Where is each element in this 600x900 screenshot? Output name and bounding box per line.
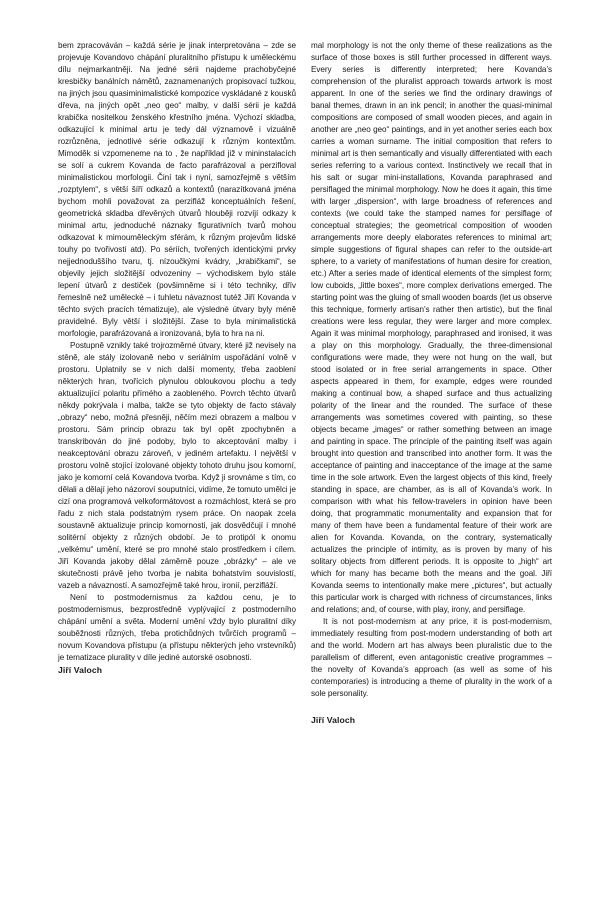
czech-paragraph-1: bem zpracováván – každá série je jinak interpretována – zde se projevuje Kovandovo chápání pluralitního přístupu k uměleckému dílu nejmarkantněji. Na jedné sérii najdeme prachobyčejné kresbičky banálních námětů, zaznamenaných propisovací tužkou, na jiných jsou quasiminimalistické kompozice vyskládané z kousků dřeva, na jiných opět „neo geo“ malby, v další sérii je každá krabička nositelkou ženského křestního jména. Výchozí skladba, odkazující k minimal artu je tedy dál významově i vizuálně rozrůzněna, jednotlivé série odkazují k různým kontextům. Mimoděk si vzpomeneme na to , že například již v mininstalacích se solí a cukrem Kovanda de facto parafrázoval a perzifloval minimalistickou morfologii. Činí tak i nyní, samozřejmě s větším „rozptylem“, s větší šíří odkazů a kontextů (narazítkovaná jména bychom mohli považovat za perzifláž konceptuálních řešení, geometrická skladba dřevěných útvarů hlouběji rozvíjí odkazy k minimal artu, jednoduché náznaky figurativních tvarů mohou odkazovat k mimouměleckým sférám, k různým projevům lidské touhy po tvořivosti atd). Po sériích, tvořených identickými prvky nejjednoduššího tvaru, tj. nízoučkými kvádry, „krabičkami“, se objevily jejich složitější odvozeniny – východiskem bylo stále lepení útvarů z destiček (povšimněme si i této techniky, dřív řemeslně než umělecké – i tuhletu návaznost tutéž Jiří Kovanda v těchto svých pracích tématizuje), ale výsledné útvary byly méně pravidelné. Byly větší i složitější. Zase to byla minimalistická morfologie, parafrázovaná a ironizovaná, byla to hra na ni. — [58, 41, 296, 338]
english-paragraph-2: It is not post-modernism at any price, it is post-modernism, immediately resulting from post-modern understanding of both art and the world. Modern art has always been pluralistic due to the parallelism of different, even antagonistic creative programmes – the novelty of Kovanda’s approach (as well as some of his contemporaries) is introducing a theme of plurality in the work of a sole personality. — [311, 617, 552, 698]
czech-paragraph-2: Postupně vznikly také trojrozměrné útvary, které již nevisely na stěně, ale stály izolovaně nebo v seriálním uspořádání volně v prostoru. Uplatnily se v nich další momenty, třeba zaoblení některých hran, tvořících plynulou obloukovou plochu a tedy aktualizující polaritu přímého a zaobleného. Povrch těchto útvarů někdy pokrývala i malba, takže se tyto objekty de facto stávaly „obrazy“ nebo, možná přesněji, něčím mezi obrazem a malbou v prostoru. Sám princip obrazu tak byl opět zpochybněn a transkribován do jiné podoby, bylo to akceptování malby i neakceptování obrazu zároveň, v jediném artefaktu. I největší v prostoru volně stojící izolované objekty tohoto druhu jsou komorní, jako je komorní celá Kovandova tvorba. Když ji srovnáme s tím, co dělali a dělají jeho názoroví souputníci, vidíme, že tomuto umělci je cizí ona programová velkoformátovost a rozmáchlost, která se pro řadu z nich stala podstatným rysem práce. On naopak zcela soustavně aktualizuje princip komornosti, jak dosvědčují i mnohé solitérní objekty z různých období. Je to protipól k onomu „velkému“ umění, které se pro mnohé stalo prostředkem i cílem. Jiří Kovanda jakoby dělal záměrně pouze „obrázky“ – ale ve skutečnosti právě jeho tvorba je nabita bohatstvím souvislostí, vazeb a návazností. A samozřejmě také hrou, ironií, perzifláží. — [58, 341, 296, 590]
english-paragraph-1: mal morphology is not the only theme of these realizations as the surface of those boxes is still further processed in different ways. Every series is differently interpreted; here Kovanda’s comprehension of the pluralist approach towards artwork is most apparent. In one of the series we find the ordinary drawings of banal themes, drawn in an ink pencil; in another the quasi-minimal compositions are composed of small wooden pieces, and again in another are „neo geo“ paintings, and in yet another series each box carries a woman surname. The initial composition that refers to minimal art is then semantically and visually differentiated with each series referring to a various context. Instinctively we recall that in his salt or sugar mini-installations, Kovanda paraphrased and persiflaged the minimal morphology. Now he does it again, this time with larger „dispersion“, with large broadness of references and contexts (we could take the stamped names for persiflage of conceptual strategies; the geometrical composition of wooden arrangements more deeply elaborates references to minimal art; simple suggestions of figural shapes can refer to the outside-art sphere, to a variety of manifestations of human desire for creation, etc.) After a series made of identical elements of the simplest form; low cuboids, „little boxes“, more complex derivations emerged. The starting point was the gluing of small wooden boards (let us observe this technique, formerly artisan’s rather then artistic), but the final creations were less regular, they were larger and more complex. Again it was minimal morphology, paraphrased and ironised, it was a play on this morphology. Gradually, the three-dimensional configurations were made, they were not hung on the wall, but stood isolated or in free serial arrangements in space. Other aspects appeared in them, for example, edges were rounded making a continual bow, a shaped surface and thus actualizing polarity of the linear and the rounded. The surface of these arrangements was sometimes covered with painting, so these objects became „images“ or rather something between an image and painting in space. The principle of the painting itself was again brought into question and transcribed into another form. It was the acceptance of painting and inacceptance of the image at the same time in the sole artwork. Even the largest objects of this kind, freely standing in space, are chamber, as is all of Kovanda’s work. In comparison with what his fellow-travelers in opinion have been doing, that programmatic monumentality and expansion that for many of them have been a fundamental feature of their work are alien for Kovanda. Kovanda, on the contrary, systematically actualizes the principle of intimity, as is proven by many of his solitary objects from different periods. It is opposite to „high“ art which for many has became both the means and the goal. Jiří Kovanda seems to intentionally make mere „pictures“, but actually this particular work is charged with richness of circumstances, links and relations; and, of course, with play, irony, and persiflage. — [311, 41, 552, 614]
czech-text-column — [58, 40, 296, 676]
english-text-column — [311, 40, 552, 726]
czech-author-signature: Jiří Valoch — [58, 665, 103, 675]
czech-paragraph-3: Není to postmodernismus za každou cenu, je to postmodernismus, bezprostředně vyplývající z postmoderního chápání umění a světa. Moderní umění vždy bylo pluralitní díky souběžnosti různých, třeba protichůdných tvůrčích programů – novum Kovandova přístupu (a přístupu některých jeho vrstevníků) je tematizace plurality v díle jediné autorské osobnosti. — [58, 593, 296, 662]
english-author-signature: Jiří Valoch — [311, 715, 356, 725]
